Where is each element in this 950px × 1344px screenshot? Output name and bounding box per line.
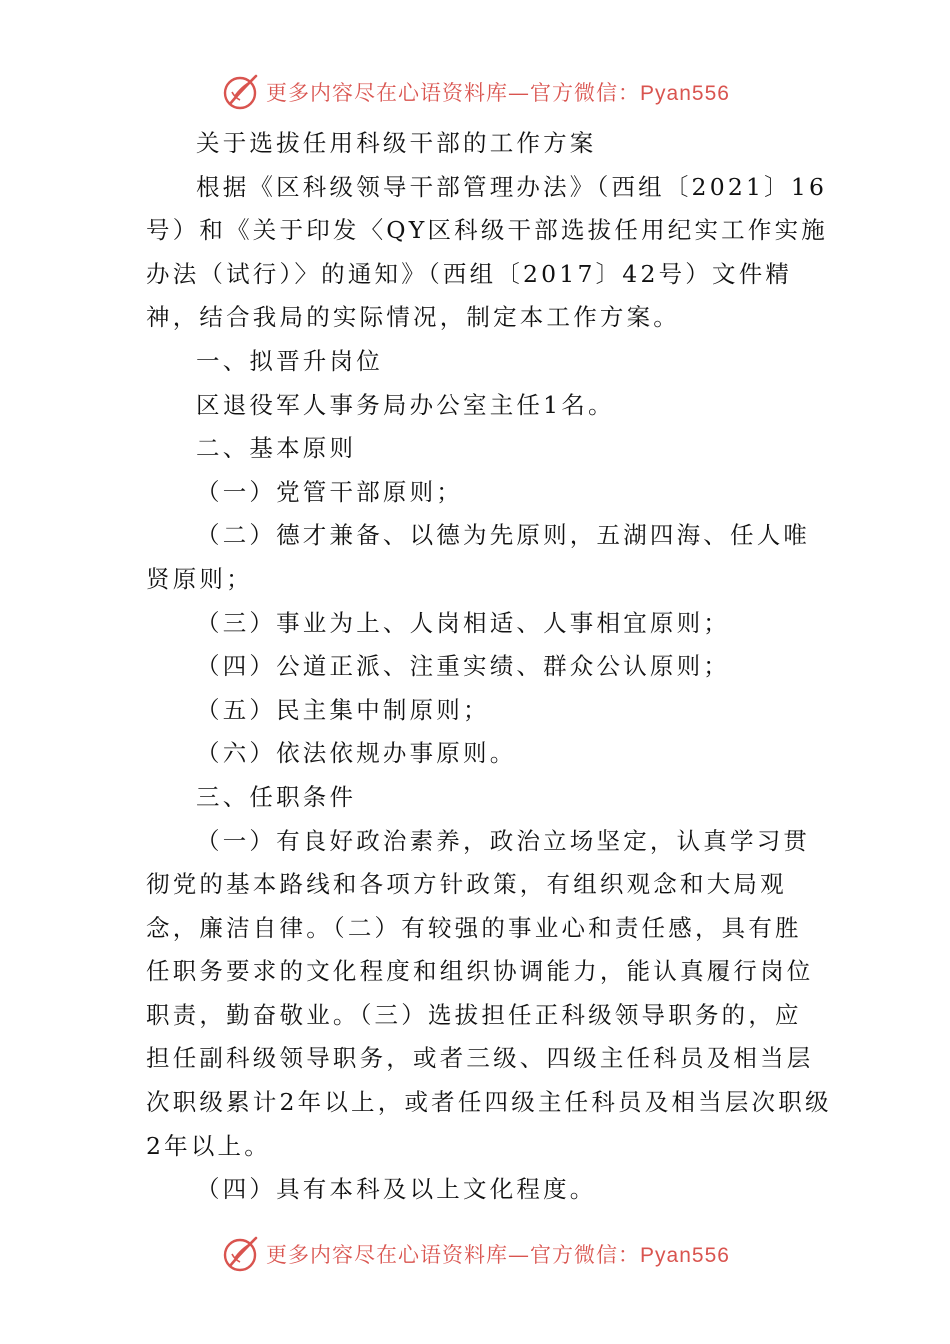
text-line: 担任副科级领导职务，或者三级、四级主任科员及相当层: [146, 1044, 814, 1073]
text-line: （三）事业为上、人岗相适、人事相宜原则；: [196, 608, 730, 637]
banner-wechat-label: 官方微信：: [530, 1243, 641, 1267]
banner-text: [266, 1239, 730, 1269]
text-line: 职责，勤奋敬业。（三）选拔担任正科级领导职务的，应: [146, 1000, 802, 1029]
text-line: （二）德才兼备、以德为先原则，五湖四海、任人唯: [196, 521, 811, 550]
header-banner: [0, 70, 950, 114]
banner-wechat-id: Pyan556: [640, 1244, 730, 1267]
text-line: （六）依法依规办事原则。: [196, 739, 517, 768]
text-line: 任职务要求的文化程度和组织协调能力，能认真履行岗位: [146, 957, 814, 986]
text-line: 一、拟晋升岗位: [196, 346, 383, 375]
text-line: 根据《区科级领导干部管理办法》（西组〔2021〕16: [196, 172, 828, 201]
text-line: 办法（试行）〉的通知》（西组〔2017〕42号）文件精: [146, 259, 793, 288]
banner-slogan: 更多内容尽在心语资料库: [266, 1243, 509, 1267]
footer-banner: [0, 1232, 950, 1276]
text-line: （五）民主集中制原则；: [196, 695, 490, 724]
banner-wechat-id: Pyan556: [640, 82, 730, 105]
text-line: （四）公道正派、注重实绩、群众公认原则；: [196, 652, 730, 681]
banner-content: [220, 72, 730, 112]
quill-seal-icon: [220, 1234, 260, 1274]
text-line: 彻党的基本路线和各项方针政策，有组织观念和大局观: [146, 870, 787, 899]
text-line: （一）有良好政治素养，政治立场坚定，认真学习贯: [196, 826, 811, 855]
text-line: 号）和《关于印发〈QY区科级干部选拔任用纪实工作实施: [146, 216, 828, 245]
text-line: （一）党管干部原则；: [196, 477, 463, 506]
banner-slogan: 更多内容尽在心语资料库: [266, 81, 509, 105]
banner-text: [266, 77, 730, 107]
document-body: [146, 122, 832, 1212]
banner-dash: —: [508, 1243, 531, 1267]
text-line: 二、基本原则: [196, 434, 357, 463]
banner-content: [220, 1234, 730, 1274]
banner-dash: —: [508, 81, 531, 105]
text-line: 念，廉洁自律。（二）有较强的事业心和责任感，具有胜: [146, 913, 802, 942]
text-line: 神，结合我局的实际情况，制定本工作方案。: [146, 303, 680, 332]
text-line: 区退役军人事务局办公室主任1名。: [196, 390, 615, 419]
text-line: 2年以上。: [146, 1131, 271, 1160]
banner-wechat-label: 官方微信：: [530, 81, 641, 105]
text-line: 关于选拔任用科级干部的工作方案: [196, 129, 597, 157]
quill-seal-icon: [220, 72, 260, 112]
text-line: 三、任职条件: [196, 782, 357, 811]
text-line: 贤原则；: [146, 564, 253, 593]
text-line: （四）具有本科及以上文化程度。: [196, 1175, 597, 1204]
text-line: 次职级累计2年以上，或者任四级主任科员及相当层次职级: [146, 1088, 832, 1117]
